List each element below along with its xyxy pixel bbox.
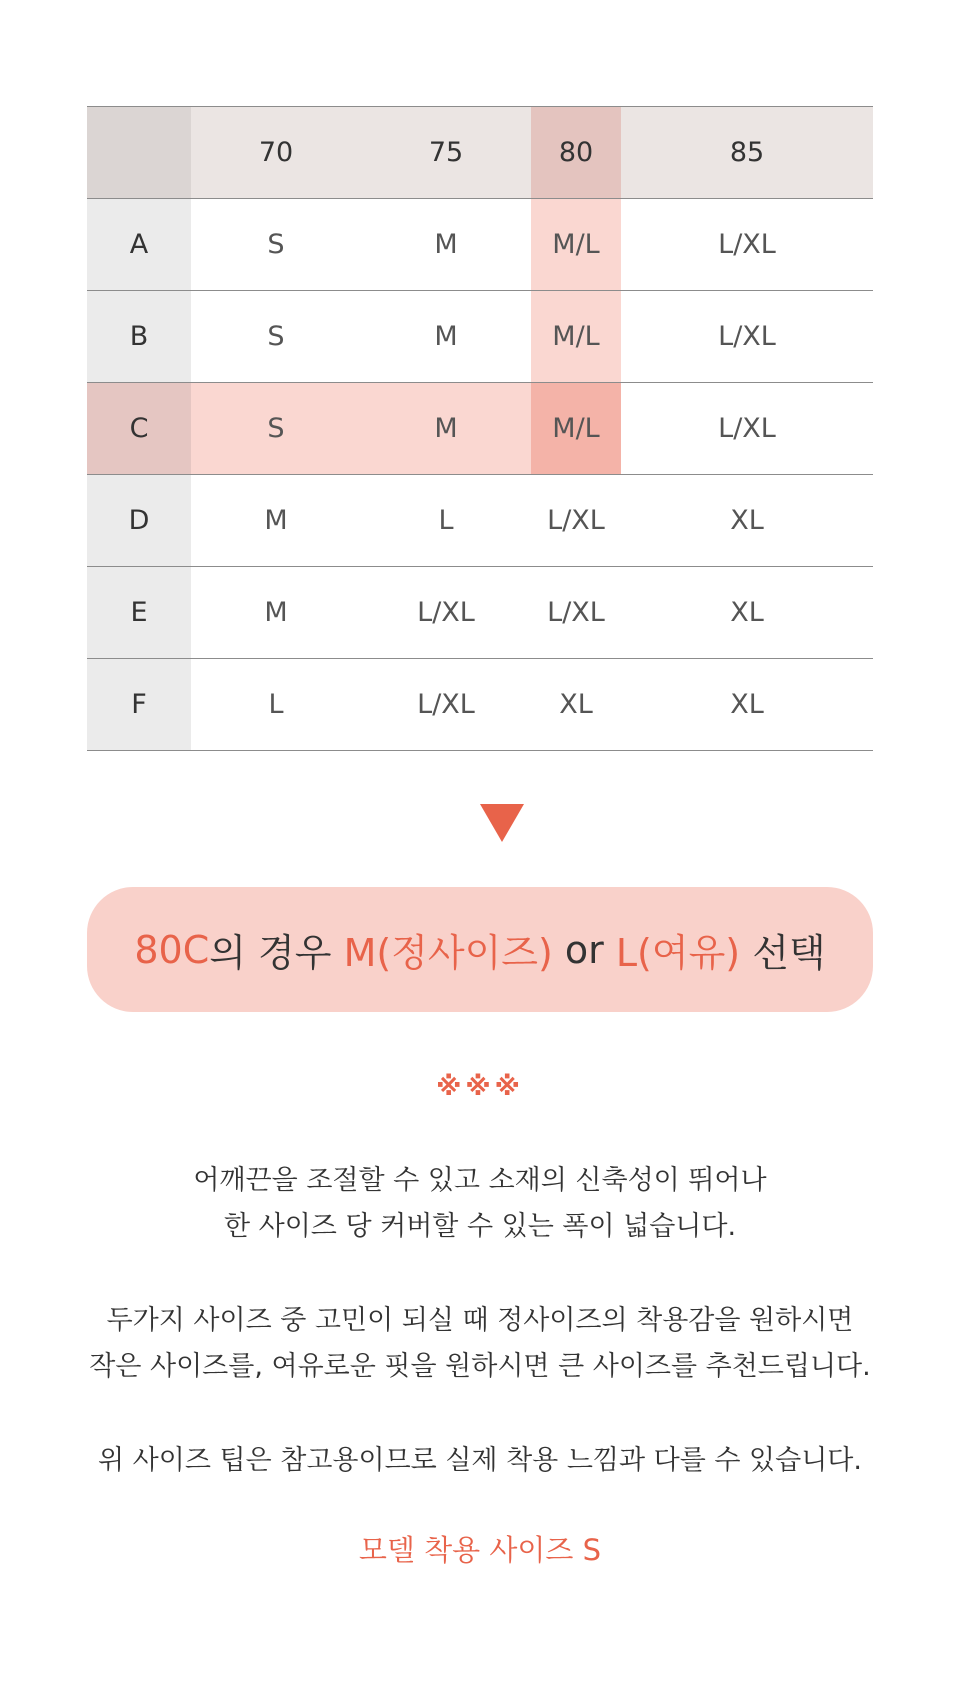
table-row-c <box>87 383 873 475</box>
table-cell: M/L <box>531 199 621 291</box>
table-cell: M/L <box>531 291 621 383</box>
table-cell: XL <box>531 659 621 751</box>
banner-size: 80C <box>134 927 210 972</box>
header-band-75: 75 <box>361 107 531 199</box>
banner-option-regular: M(정사이즈) <box>343 931 553 975</box>
note-line: 위 사이즈 팁은 참고용이므로 실제 착용 느낌과 다를 수 있습니다. <box>98 1445 862 1476</box>
table-cell: S <box>191 383 361 475</box>
note-line: 한 사이즈 당 커버할 수 있는 폭이 넓습니다. <box>223 1211 737 1242</box>
row-label: C <box>87 383 191 475</box>
table-cell: L/XL <box>531 475 621 567</box>
model-size-label: 모델 착용 사이즈 S <box>358 1533 602 1567</box>
banner-choose: 선택 <box>740 931 826 975</box>
header-band-85: 85 <box>621 107 873 199</box>
table-cell: L/XL <box>531 567 621 659</box>
header-corner <box>87 107 191 199</box>
table-cell: XL <box>621 567 873 659</box>
table-cell: M <box>361 291 531 383</box>
recommendation-banner <box>87 887 873 1012</box>
row-label: B <box>87 291 191 383</box>
table-row-f <box>87 659 873 751</box>
table-cell: M <box>361 199 531 291</box>
header-band-80: 80 <box>531 107 621 199</box>
note-line: 어깨끈을 조절할 수 있고 소재의 신축성이 뛰어나 <box>193 1165 767 1196</box>
table-cell: M <box>191 475 361 567</box>
row-label: F <box>87 659 191 751</box>
table-cell-highlighted: M/L <box>531 383 621 475</box>
table-row-e <box>87 567 873 659</box>
table-cell: M <box>191 567 361 659</box>
table-cell: L/XL <box>621 199 873 291</box>
table-cell: L/XL <box>361 659 531 751</box>
row-label: D <box>87 475 191 567</box>
table-cell: XL <box>621 475 873 567</box>
down-arrow-icon <box>480 804 524 842</box>
note-line: 작은 사이즈를, 여유로운 핏을 원하시면 큰 사이즈를 추천드립니다. <box>89 1351 871 1382</box>
note-line: 두가지 사이즈 중 고민이 되실 때 정사이즈의 착용감을 원하시면 <box>106 1305 854 1336</box>
banner-or: or <box>552 927 616 972</box>
table-cell: S <box>191 199 361 291</box>
size-table <box>87 106 873 751</box>
row-label: E <box>87 567 191 659</box>
row-label: A <box>87 199 191 291</box>
header-band-70: 70 <box>191 107 361 199</box>
table-row-a <box>87 199 873 291</box>
table-cell: L/XL <box>621 291 873 383</box>
table-header-row <box>87 107 873 199</box>
table-cell: M <box>361 383 531 475</box>
decorative-marks: ※※※ <box>436 1072 524 1102</box>
banner-option-loose: L(여유) <box>615 931 741 975</box>
table-cell: L/XL <box>621 383 873 475</box>
table-row-b <box>87 291 873 383</box>
table-cell: L/XL <box>361 567 531 659</box>
table-row-d <box>87 475 873 567</box>
size-notes <box>0 1158 960 1484</box>
banner-text: 의 경우 <box>209 931 344 975</box>
table-cell: XL <box>621 659 873 751</box>
table-cell: S <box>191 291 361 383</box>
table-cell: L <box>191 659 361 751</box>
table-cell: L <box>361 475 531 567</box>
